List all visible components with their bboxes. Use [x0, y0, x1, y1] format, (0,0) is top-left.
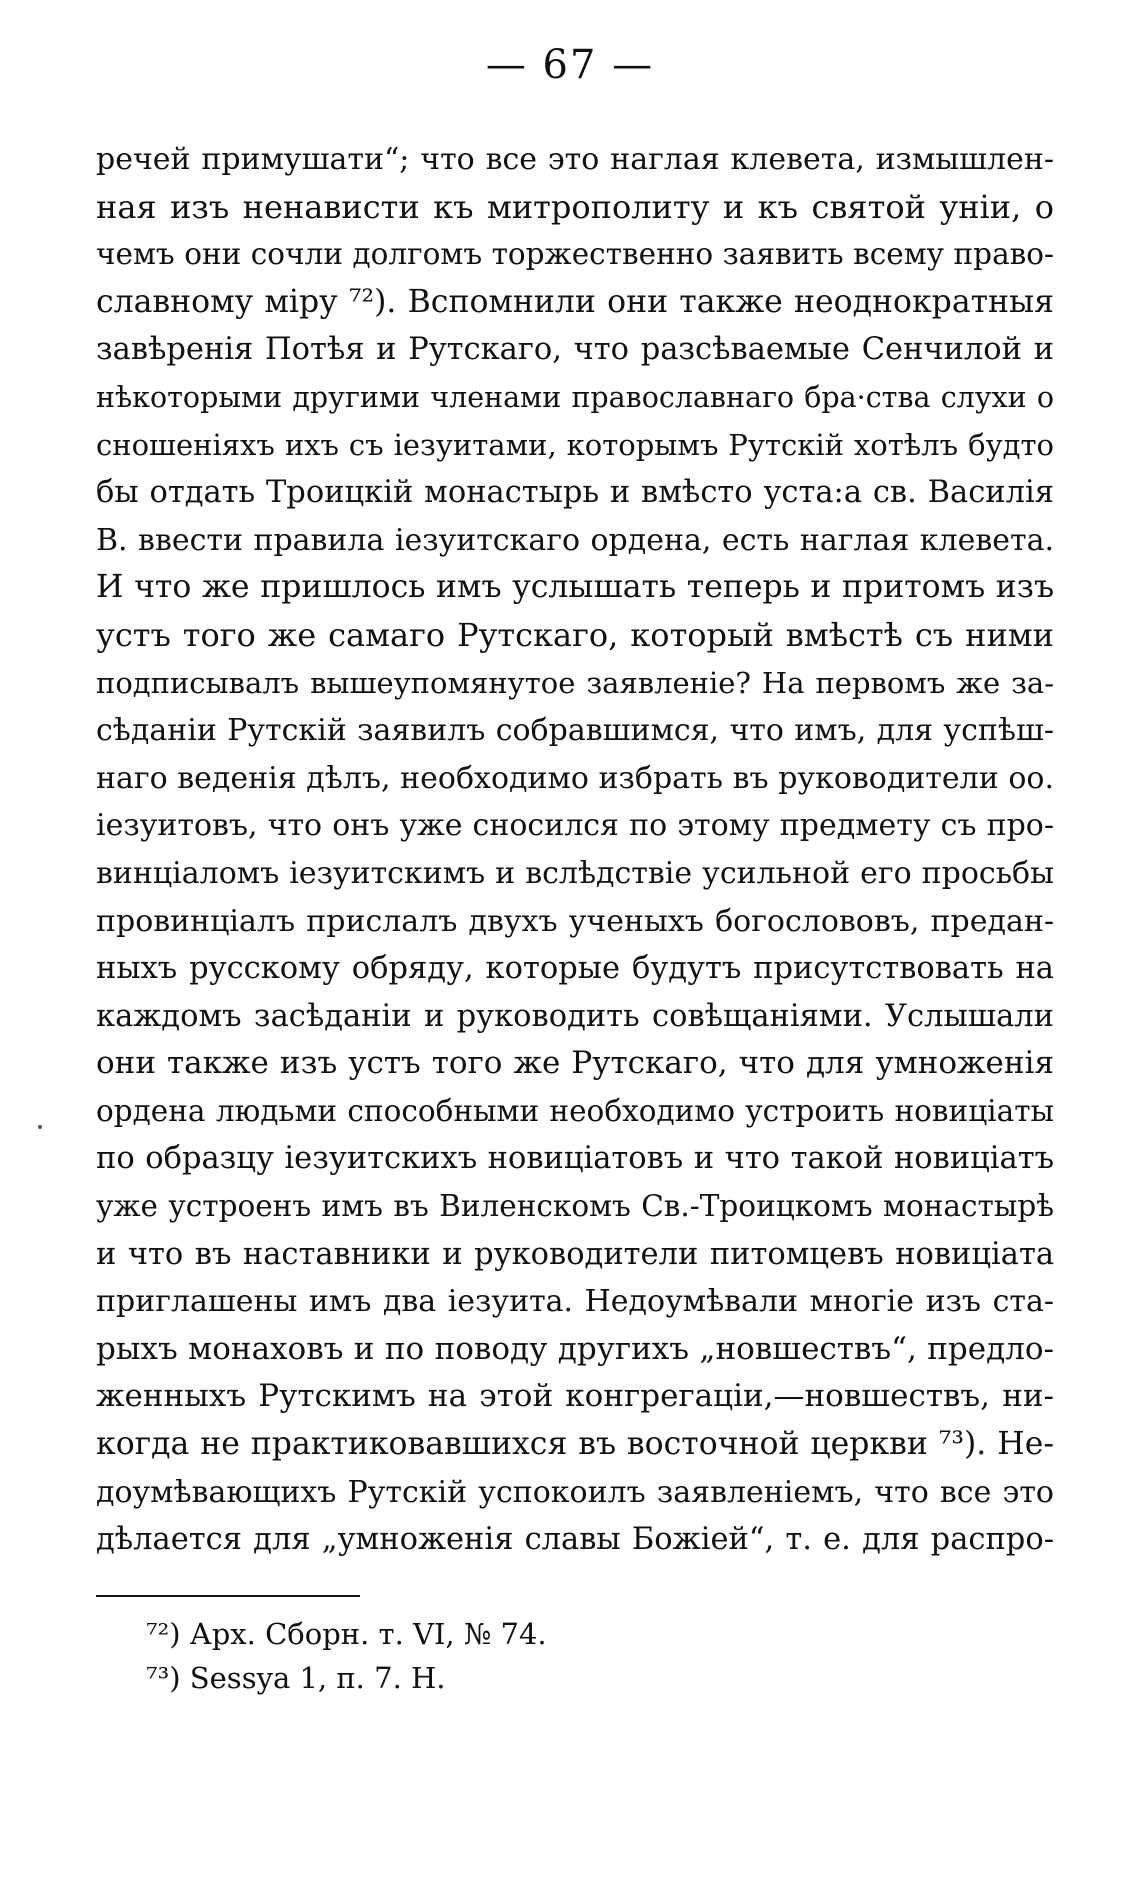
footnote-73: ⁷³) Sessya 1, п. 7. Н.	[146, 1661, 446, 1695]
footnotes	[146, 1612, 547, 1700]
text-line: когда не практиковавшихся въ восточной церкви ⁷³). Не-	[96, 1426, 1054, 1463]
text-line: провинціалъ прислалъ двухъ ученыхъ богослововъ, предан-	[96, 903, 1054, 939]
page-number: — 67 —	[485, 42, 655, 88]
text-line: приглашены имъ два іезуита. Недоумѣвали многіе изъ ста-	[96, 1284, 1054, 1320]
text-line: дѣлается для „умноженія славы Божіей“, т. е. для распро-	[96, 1522, 1054, 1558]
text-line: В. ввести правила іезуитскаго ордена, есть наглая клевета.	[96, 522, 1054, 558]
text-line: доумѣвающихъ Рутскій успокоилъ заявленіемъ, что все это	[96, 1474, 1054, 1510]
text-line: нѣкоторыми другими членами православнаго бра·ства слухи о	[96, 380, 1054, 414]
text-line: іезуитовъ, что онъ уже сносился по этому предмету съ про-	[96, 808, 1054, 844]
text-line: женныхъ Рутскимъ на этой конгрегаціи,—новшествъ, ни-	[96, 1378, 1054, 1415]
text-line: чемъ они сочли долгомъ торжественно заявить всему право-	[96, 237, 1054, 272]
text-line: устъ того же самаго Рутскаго, который вмѣстѣ съ ними	[96, 615, 1054, 654]
text-line: ордена людьми способными необходимо устроить новиціаты	[96, 1093, 1054, 1128]
text-line: речей примушати“; что все это наглая клевета, измышлен-	[96, 142, 1054, 177]
text-line: рыхъ монаховъ и по поводу другихъ „новшествъ“, предло-	[96, 1330, 1054, 1367]
text-line: ныхъ русскому обряду, которые будутъ присутствовать на	[96, 951, 1054, 987]
text-line: наго веденія дѣлъ, необходимо избрать въ руководители оо.	[96, 760, 1054, 796]
footnote-divider	[96, 1595, 360, 1597]
text-line: славному міру ⁷²). Вспомнили они также неоднократныя	[96, 283, 1054, 320]
text-line: они также изъ устъ того же Рутскаго, что для умноженія	[96, 1045, 1054, 1082]
text-line: И что же пришлось имъ услышать теперь и притомъ изъ	[96, 569, 1054, 606]
text-line: винціаломъ іезуитскимъ и вслѣдствіе усильной его просьбы	[96, 855, 1054, 891]
text-line: подписывалъ вышеупомянутое заявленіе? На первомъ же за-	[96, 665, 1054, 700]
text-line: каждомъ засѣданіи и руководить совѣщаніями. Услышали	[96, 998, 1054, 1034]
text-line: и что въ наставники и руководители питомцевъ новиціата	[96, 1236, 1054, 1272]
text-line: по образцу іезуитскихъ новиціатовъ и что такой новиціатъ	[96, 1141, 1054, 1177]
text-line: сѣданіи Рутскій заявилъ собравшимся, что имъ, для успѣш-	[96, 713, 1054, 749]
body-text	[96, 136, 1054, 1564]
text-line: сношеніяхъ ихъ съ іезуитами, которымъ Рутскій хотѣлъ будто	[96, 427, 1054, 462]
text-line: бы отдать Троицкій монастырь и вмѣсто уста:а св. Василія	[96, 475, 1054, 511]
footnote-72: ⁷²) Арх. Сборн. т. VI, № 74.	[146, 1617, 547, 1651]
print-speck	[38, 1125, 42, 1129]
text-line: уже устроенъ имъ въ Виленскомъ Св.-Троицкомъ монастырѣ	[96, 1189, 1054, 1224]
text-line: завѣренія Потѣя и Рутскаго, что разсѣваемые Сенчилой и	[96, 332, 1054, 368]
text-line: ная изъ ненависти къ митрополиту и къ святой уніи, о	[96, 187, 1054, 226]
